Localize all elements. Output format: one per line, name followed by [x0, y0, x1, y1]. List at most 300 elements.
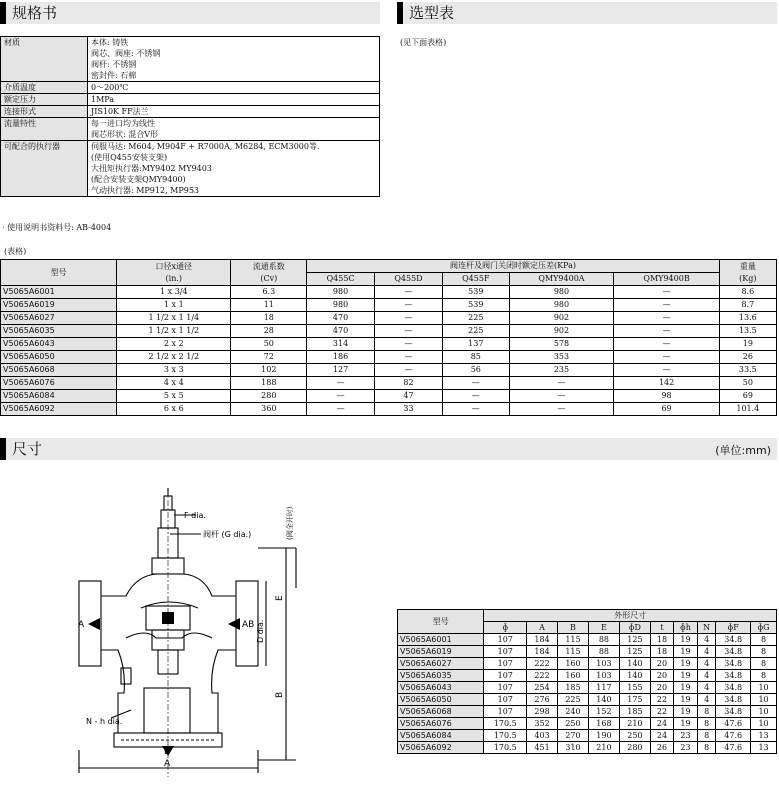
- value-cell: 298: [527, 706, 558, 718]
- value-cell: 902: [509, 312, 614, 325]
- value-cell: —: [614, 286, 719, 299]
- value-cell: 142: [614, 377, 719, 390]
- value-cell: 18: [650, 634, 673, 646]
- value-cell: 8: [751, 670, 777, 682]
- value-cell: 18: [231, 312, 307, 325]
- value-cell: 270: [558, 730, 589, 742]
- value-cell: 225: [443, 325, 509, 338]
- value-cell: 280: [619, 742, 650, 754]
- value-cell: 13: [751, 742, 777, 754]
- value-cell: 26: [719, 351, 776, 364]
- value-cell: 8: [697, 742, 715, 754]
- value-cell: 539: [443, 299, 509, 312]
- value-cell: 102: [231, 364, 307, 377]
- value-cell: 1 x 1: [117, 299, 231, 312]
- table-row: [1, 286, 777, 299]
- spec-value-line: JIS10K FF法兰: [91, 107, 149, 116]
- spec-value: [88, 141, 380, 197]
- value-cell: 188: [231, 377, 307, 390]
- value-cell: 47.6: [716, 730, 751, 742]
- spec-row: [1, 94, 380, 106]
- model-cell: V5065A6035: [1, 325, 117, 338]
- value-cell: 4: [697, 670, 715, 682]
- header-cv-unit: (Cv): [260, 273, 278, 283]
- header-cv: [231, 260, 307, 286]
- value-cell: 190: [588, 730, 619, 742]
- fully-open-label: (阀全开时): [286, 506, 294, 540]
- value-cell: 103: [588, 670, 619, 682]
- value-cell: 168: [588, 718, 619, 730]
- value-cell: 107: [484, 670, 527, 682]
- header-dim: ɸF: [716, 622, 751, 634]
- value-cell: 20: [650, 658, 673, 670]
- table-row: [398, 742, 777, 754]
- spec-value-line: 气动执行器: MP912, MP953: [91, 186, 200, 195]
- spec-value-line: 伺服马达: M604, M904F + R7000A, M6284, ECM3000等.: [91, 142, 320, 151]
- value-cell: —: [614, 364, 719, 377]
- value-cell: —: [374, 364, 442, 377]
- value-cell: —: [509, 377, 614, 390]
- value-cell: —: [374, 338, 442, 351]
- value-cell: 50: [719, 377, 776, 390]
- value-cell: 2 1/2 x 2 1/2: [117, 351, 231, 364]
- value-cell: 8: [697, 730, 715, 742]
- value-cell: 353: [509, 351, 614, 364]
- value-cell: 1 1/2 x 1 1/4: [117, 312, 231, 325]
- model-cell: V5065A6019: [1, 299, 117, 312]
- value-cell: 18: [650, 646, 673, 658]
- header-pressure: 阀连杆及阀门关闭时额定压差(KPa): [307, 260, 719, 273]
- value-cell: 34.8: [716, 670, 751, 682]
- value-cell: 117: [588, 682, 619, 694]
- value-cell: 11: [231, 299, 307, 312]
- value-cell: 127: [307, 364, 375, 377]
- value-cell: 185: [558, 682, 589, 694]
- value-cell: 140: [619, 670, 650, 682]
- value-cell: 19: [674, 646, 698, 658]
- value-cell: 170.5: [484, 718, 527, 730]
- spec-value: [88, 37, 380, 82]
- value-cell: 170.5: [484, 730, 527, 742]
- value-cell: 47.6: [716, 742, 751, 754]
- spec-value-line: (配合安装支架QMY9400): [91, 175, 186, 184]
- value-cell: 125: [619, 634, 650, 646]
- model-cell: V5065A6068: [398, 706, 484, 718]
- value-cell: 184: [527, 634, 558, 646]
- dim-a-label: A: [164, 759, 171, 769]
- spec-key: 额定压力: [1, 94, 88, 106]
- value-cell: 115: [558, 646, 589, 658]
- value-cell: —: [443, 377, 509, 390]
- header-dim: ɸh: [674, 622, 698, 634]
- value-cell: 107: [484, 694, 527, 706]
- spec-key: 可配合的执行器: [1, 141, 88, 197]
- dim-e-label: E: [275, 595, 285, 601]
- value-cell: 470: [307, 325, 375, 338]
- dim-header: [0, 438, 777, 460]
- value-cell: 210: [588, 742, 619, 754]
- value-cell: 4: [697, 646, 715, 658]
- value-cell: 140: [588, 694, 619, 706]
- selection-table: [0, 259, 777, 416]
- value-cell: —: [614, 351, 719, 364]
- table-label: (表格): [4, 247, 27, 256]
- spec-value-line: (使用Q455安装支架): [91, 153, 168, 162]
- value-cell: 69: [614, 403, 719, 416]
- value-cell: 24: [650, 718, 673, 730]
- value-cell: 19: [674, 682, 698, 694]
- header-actuator: QMY9400B: [614, 273, 719, 286]
- value-cell: 250: [558, 718, 589, 730]
- value-cell: 280: [231, 390, 307, 403]
- spec-value: [88, 118, 380, 141]
- table-row: [1, 325, 777, 338]
- header-outer: 外形尺寸: [484, 610, 777, 622]
- value-cell: —: [374, 286, 442, 299]
- value-cell: 8: [751, 646, 777, 658]
- value-cell: 222: [527, 658, 558, 670]
- model-cell: V5065A6068: [1, 364, 117, 377]
- table-row: [398, 730, 777, 742]
- value-cell: 85: [443, 351, 509, 364]
- header-model: 型号: [398, 610, 484, 634]
- value-cell: 276: [527, 694, 558, 706]
- table-row: [398, 670, 777, 682]
- value-cell: 980: [509, 286, 614, 299]
- value-cell: 33: [374, 403, 442, 416]
- model-cell: V5065A6076: [398, 718, 484, 730]
- value-cell: 56: [443, 364, 509, 377]
- table-row: [1, 403, 777, 416]
- value-cell: 10: [751, 706, 777, 718]
- model-cell: V5065A6084: [398, 730, 484, 742]
- port-b-label: B: [164, 747, 171, 757]
- select-title: 选型表: [409, 4, 455, 22]
- value-cell: 22: [650, 694, 673, 706]
- value-cell: 20: [650, 670, 673, 682]
- model-cell: V5065A6043: [1, 338, 117, 351]
- model-cell: V5065A6001: [398, 634, 484, 646]
- value-cell: 160: [558, 670, 589, 682]
- header-size-unit: (in.): [165, 273, 183, 283]
- value-cell: 33.5: [719, 364, 776, 377]
- value-cell: 34.8: [716, 682, 751, 694]
- value-cell: 4: [697, 634, 715, 646]
- model-cell: V5065A6084: [1, 390, 117, 403]
- value-cell: —: [307, 377, 375, 390]
- value-cell: 8: [751, 634, 777, 646]
- value-cell: 88: [588, 646, 619, 658]
- value-cell: 185: [619, 706, 650, 718]
- value-cell: —: [374, 299, 442, 312]
- value-cell: 20: [650, 682, 673, 694]
- value-cell: 235: [509, 364, 614, 377]
- f-dia-label: F dia.: [184, 511, 206, 520]
- dim-b-label: B: [275, 691, 285, 698]
- value-cell: 107: [484, 634, 527, 646]
- value-cell: 403: [527, 730, 558, 742]
- port-ab-label: AB: [242, 620, 255, 630]
- spec-value-line: 每一进口均为线性: [91, 119, 155, 128]
- value-cell: 155: [619, 682, 650, 694]
- value-cell: 47.6: [716, 718, 751, 730]
- spec-row: [1, 106, 380, 118]
- header-dim: E: [588, 622, 619, 634]
- value-cell: 13.6: [719, 312, 776, 325]
- value-cell: —: [509, 390, 614, 403]
- value-cell: 10: [751, 694, 777, 706]
- value-cell: 250: [619, 730, 650, 742]
- value-cell: 8.6: [719, 286, 776, 299]
- value-cell: 98: [614, 390, 719, 403]
- spec-value: [88, 94, 380, 106]
- value-cell: 1 x 3/4: [117, 286, 231, 299]
- value-cell: 107: [484, 682, 527, 694]
- value-cell: 34.8: [716, 694, 751, 706]
- header-dim: t: [650, 622, 673, 634]
- spec-row: [1, 37, 380, 82]
- see-below-note: (见下面表格): [400, 38, 447, 47]
- value-cell: 34.8: [716, 706, 751, 718]
- header-actuator: Q455D: [374, 273, 442, 286]
- spec-key: 材质: [1, 37, 88, 82]
- header-size: [117, 260, 231, 286]
- value-cell: —: [374, 351, 442, 364]
- spec-value-line: 1MPa: [91, 95, 115, 104]
- header-actuator: Q455F: [443, 273, 509, 286]
- model-cell: V5065A6050: [1, 351, 117, 364]
- model-cell: V5065A6043: [398, 682, 484, 694]
- model-cell: V5065A6027: [398, 658, 484, 670]
- value-cell: 47: [374, 390, 442, 403]
- value-cell: 19: [674, 670, 698, 682]
- value-cell: —: [374, 312, 442, 325]
- value-cell: 103: [588, 658, 619, 670]
- spec-value-line: 密封件: 石棉: [91, 71, 137, 80]
- value-cell: 125: [619, 646, 650, 658]
- header-dim: ɸG: [751, 622, 777, 634]
- table-row: [398, 718, 777, 730]
- header-dim: B: [558, 622, 589, 634]
- value-cell: 451: [527, 742, 558, 754]
- value-cell: 50: [231, 338, 307, 351]
- value-cell: 980: [307, 299, 375, 312]
- spec-value: [88, 82, 380, 94]
- table-row: [1, 299, 777, 312]
- dim-title: 尺寸: [12, 440, 43, 458]
- value-cell: 19: [674, 718, 698, 730]
- value-cell: —: [307, 390, 375, 403]
- table-row: [1, 312, 777, 325]
- table-row: [398, 646, 777, 658]
- value-cell: 352: [527, 718, 558, 730]
- value-cell: 578: [509, 338, 614, 351]
- model-cell: V5065A6035: [398, 670, 484, 682]
- table-row: [1, 338, 777, 351]
- spec-row: [1, 82, 380, 94]
- value-cell: 107: [484, 706, 527, 718]
- value-cell: 10: [751, 682, 777, 694]
- model-cell: V5065A6050: [398, 694, 484, 706]
- value-cell: —: [443, 403, 509, 416]
- value-cell: 210: [619, 718, 650, 730]
- value-cell: 980: [509, 299, 614, 312]
- model-cell: V5065A6027: [1, 312, 117, 325]
- value-cell: 8: [697, 706, 715, 718]
- value-cell: 13.5: [719, 325, 776, 338]
- stem-label: 阀杆 (G dia.): [203, 530, 252, 539]
- header-actuator: QMY9400A: [509, 273, 614, 286]
- spec-key: 连接形式: [1, 106, 88, 118]
- model-cell: V5065A6092: [1, 403, 117, 416]
- value-cell: 88: [588, 634, 619, 646]
- dim-unit: (单位:mm): [715, 444, 771, 457]
- value-cell: 240: [558, 706, 589, 718]
- dimension-table: [397, 609, 777, 754]
- value-cell: 314: [307, 338, 375, 351]
- value-cell: 539: [443, 286, 509, 299]
- table-row: [398, 634, 777, 646]
- value-cell: 34.8: [716, 634, 751, 646]
- value-cell: 4: [697, 694, 715, 706]
- value-cell: 23: [674, 730, 698, 742]
- value-cell: 160: [558, 658, 589, 670]
- value-cell: —: [614, 338, 719, 351]
- value-cell: 8: [697, 718, 715, 730]
- valve-drawing: [66, 488, 396, 778]
- value-cell: 19: [674, 658, 698, 670]
- header-dim: ɸ: [484, 622, 527, 634]
- value-cell: 22: [650, 706, 673, 718]
- header-dim: N: [697, 622, 715, 634]
- value-cell: 152: [588, 706, 619, 718]
- manual-note: · 使用说明书资料号: AB-4004: [2, 223, 112, 232]
- value-cell: 175: [619, 694, 650, 706]
- spec-title: 规格书: [12, 4, 58, 22]
- value-cell: 225: [443, 312, 509, 325]
- value-cell: 170.5: [484, 742, 527, 754]
- table-row: [398, 682, 777, 694]
- value-cell: 19: [674, 634, 698, 646]
- model-cell: V5065A6092: [398, 742, 484, 754]
- header-weight-unit: (Kg): [739, 273, 757, 283]
- spec-table: [0, 36, 380, 197]
- table-row: [398, 658, 777, 670]
- value-cell: —: [509, 403, 614, 416]
- value-cell: 360: [231, 403, 307, 416]
- value-cell: 23: [674, 742, 698, 754]
- value-cell: 254: [527, 682, 558, 694]
- value-cell: 137: [443, 338, 509, 351]
- value-cell: 902: [509, 325, 614, 338]
- value-cell: 24: [650, 730, 673, 742]
- value-cell: 34.8: [716, 646, 751, 658]
- value-cell: 140: [619, 658, 650, 670]
- value-cell: 186: [307, 351, 375, 364]
- value-cell: —: [374, 325, 442, 338]
- value-cell: 82: [374, 377, 442, 390]
- value-cell: —: [307, 403, 375, 416]
- spec-value-line: 本体: 铸铁: [91, 38, 129, 47]
- spec-value-line: 阀杆: 不锈钢: [91, 60, 137, 69]
- value-cell: 470: [307, 312, 375, 325]
- value-cell: 4: [697, 658, 715, 670]
- spec-value-line: 阀芯、阀座: 不锈钢: [91, 49, 161, 58]
- table-row: [1, 390, 777, 403]
- value-cell: 19: [674, 694, 698, 706]
- header-cv-line: 流通系数: [252, 261, 285, 271]
- n-h-label: N - h dia.: [86, 717, 123, 726]
- header-weight: [719, 260, 776, 286]
- value-cell: 225: [558, 694, 589, 706]
- value-cell: 5 x 5: [117, 390, 231, 403]
- header-dim: A: [527, 622, 558, 634]
- value-cell: 3 x 3: [117, 364, 231, 377]
- value-cell: 115: [558, 634, 589, 646]
- value-cell: 10: [751, 718, 777, 730]
- spec-row: [1, 141, 380, 197]
- table-row: [398, 706, 777, 718]
- value-cell: 6.3: [231, 286, 307, 299]
- value-cell: 26: [650, 742, 673, 754]
- table-row: [1, 351, 777, 364]
- model-cell: V5065A6001: [1, 286, 117, 299]
- value-cell: 222: [527, 670, 558, 682]
- header-model: 型号: [1, 260, 117, 286]
- model-cell: V5065A6076: [1, 377, 117, 390]
- spec-row: [1, 118, 380, 141]
- spec-value: [88, 106, 380, 118]
- value-cell: 19: [674, 706, 698, 718]
- value-cell: 19: [719, 338, 776, 351]
- value-cell: 2 x 2: [117, 338, 231, 351]
- value-cell: 8.7: [719, 299, 776, 312]
- table-row: [398, 694, 777, 706]
- value-cell: —: [443, 390, 509, 403]
- table-row: [1, 364, 777, 377]
- spec-value-line: 大扭矩执行器:MY9402 MY9403: [91, 164, 212, 173]
- value-cell: 1 1/2 x 1 1/2: [117, 325, 231, 338]
- value-cell: 107: [484, 658, 527, 670]
- value-cell: 4 x 4: [117, 377, 231, 390]
- value-cell: 980: [307, 286, 375, 299]
- spec-key: 介质温度: [1, 82, 88, 94]
- value-cell: 8: [751, 658, 777, 670]
- value-cell: 34.8: [716, 658, 751, 670]
- header-dim: ɸD: [619, 622, 650, 634]
- spec-value-line: 0～200℃: [91, 83, 129, 92]
- value-cell: 72: [231, 351, 307, 364]
- value-cell: 69: [719, 390, 776, 403]
- spec-value-line: 阀芯形状: 混合V形: [91, 130, 159, 139]
- value-cell: —: [614, 312, 719, 325]
- value-cell: 184: [527, 646, 558, 658]
- value-cell: 4: [697, 682, 715, 694]
- spec-key: 流量特性: [1, 118, 88, 141]
- dim-d-label: D dia.: [256, 619, 265, 643]
- value-cell: 13: [751, 730, 777, 742]
- value-cell: 107: [484, 646, 527, 658]
- model-cell: V5065A6019: [398, 646, 484, 658]
- value-cell: 101.4: [719, 403, 776, 416]
- value-cell: 28: [231, 325, 307, 338]
- header-actuator: Q455C: [307, 273, 375, 286]
- spec-header: [0, 2, 380, 24]
- value-cell: 310: [558, 742, 589, 754]
- select-header: [397, 2, 777, 24]
- port-a-label: A: [78, 620, 85, 630]
- header-weight-line: 重量: [739, 261, 756, 271]
